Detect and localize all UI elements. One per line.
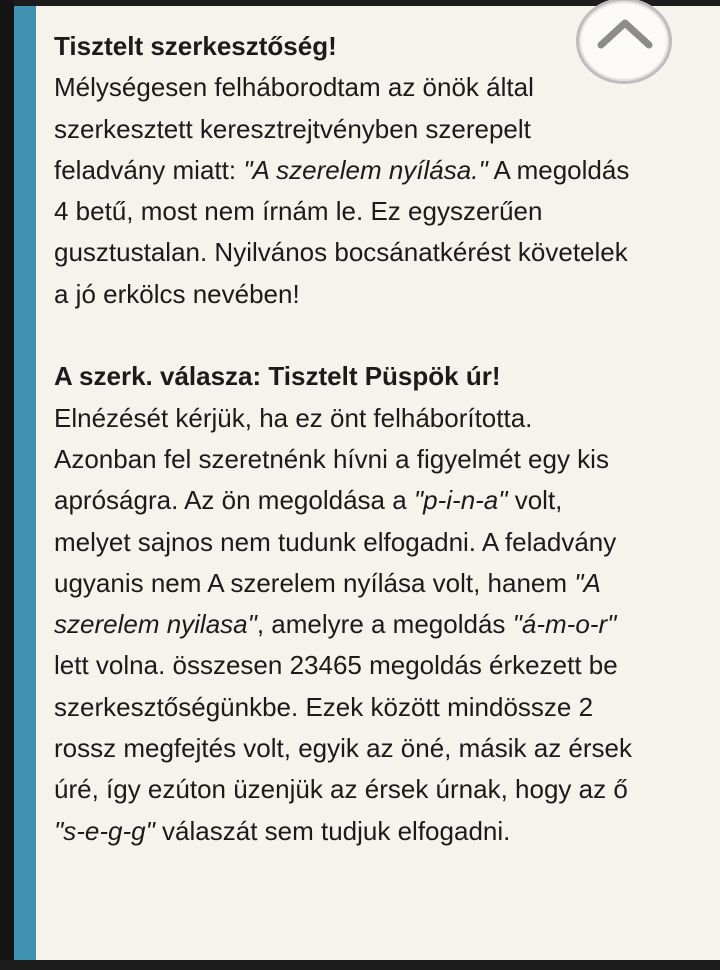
text-line [54, 728, 720, 769]
italic-text: "p-i-n-a" [413, 485, 508, 516]
text-line [54, 439, 720, 480]
text-segment: szerkesztett keresztrejtvényben szerepelt [54, 113, 531, 144]
paragraph-gap [54, 315, 720, 356]
italic-text: "A szerelem nyílása." [243, 154, 488, 185]
text-segment: a jó erkölcs nevében! [54, 278, 300, 309]
text-line [54, 274, 720, 315]
text-line [54, 150, 720, 191]
text-segment: volt, [507, 485, 563, 516]
italic-text: "s-e-g-g" [54, 815, 155, 846]
post-content [54, 26, 720, 852]
letter-body [54, 67, 720, 315]
text-segment: rossz megfejtés volt, egyik az öné, másik az érsek [54, 733, 633, 764]
text-line [54, 563, 720, 604]
text-segment: apróságra. Az ön megoldása a [54, 485, 414, 516]
text-segment: válaszát sem tudjuk elfogadni. [154, 815, 511, 846]
text-segment: A megoldás [487, 154, 630, 185]
post-card [36, 6, 720, 962]
text-segment: ugyanis nem A szerelem nyílása volt, hanem [54, 567, 575, 598]
letter-greeting: Tisztelt szerkesztőség! [54, 31, 337, 61]
italic-text: "A [574, 567, 601, 598]
text-line [54, 522, 720, 563]
text-segment: Azonban fel szeretnénk hívni a figyelmét egy kis [54, 443, 609, 474]
reply-heading: A szerk. válasza: Tisztelt Püspök úr! [54, 361, 501, 392]
accent-bar [14, 6, 36, 962]
text-segment: úré, így ezúton üzenjük az érsek úrnak, hogy az ő [54, 774, 628, 805]
chevron-up-icon [595, 15, 655, 55]
reply-body [54, 398, 720, 852]
italic-text: szerelem nyilasa" [54, 609, 257, 640]
frame-bottom-edge [0, 960, 720, 970]
text-line [54, 687, 720, 728]
text-segment: szerkesztőségünkbe. Ezek között mindössze 2 [54, 691, 594, 722]
text-segment: Mélységesen felháborodtam az önök által [54, 72, 534, 103]
text-segment: gusztustalan. Nyilvános bocsánatkérést követelek [54, 237, 628, 268]
frame-left-edge [0, 0, 14, 970]
text-segment: lett volna. összesen 23465 megoldás érkezett be [54, 650, 618, 681]
text-segment: melyet sajnos nem tudunk elfogadni. A feladvány [54, 526, 617, 557]
text-line [54, 811, 720, 852]
italic-text: "á-m-o-r" [512, 609, 617, 640]
scroll-to-top-button[interactable] [576, 0, 672, 84]
text-line [54, 191, 720, 232]
text-line [54, 604, 720, 645]
text-segment: 4 betű, most nem írnám le. Ez egyszerűen [54, 196, 543, 227]
text-line [54, 109, 720, 150]
text-line [54, 480, 720, 521]
text-segment: Elnézését kérjük, ha ez önt felháborította. [54, 402, 533, 433]
text-line [54, 645, 720, 686]
text-line [54, 232, 720, 273]
text-segment: , amelyre a megoldás [256, 609, 513, 640]
text-line [54, 398, 720, 439]
text-segment: feladvány miatt: [54, 154, 244, 185]
text-line [54, 769, 720, 810]
